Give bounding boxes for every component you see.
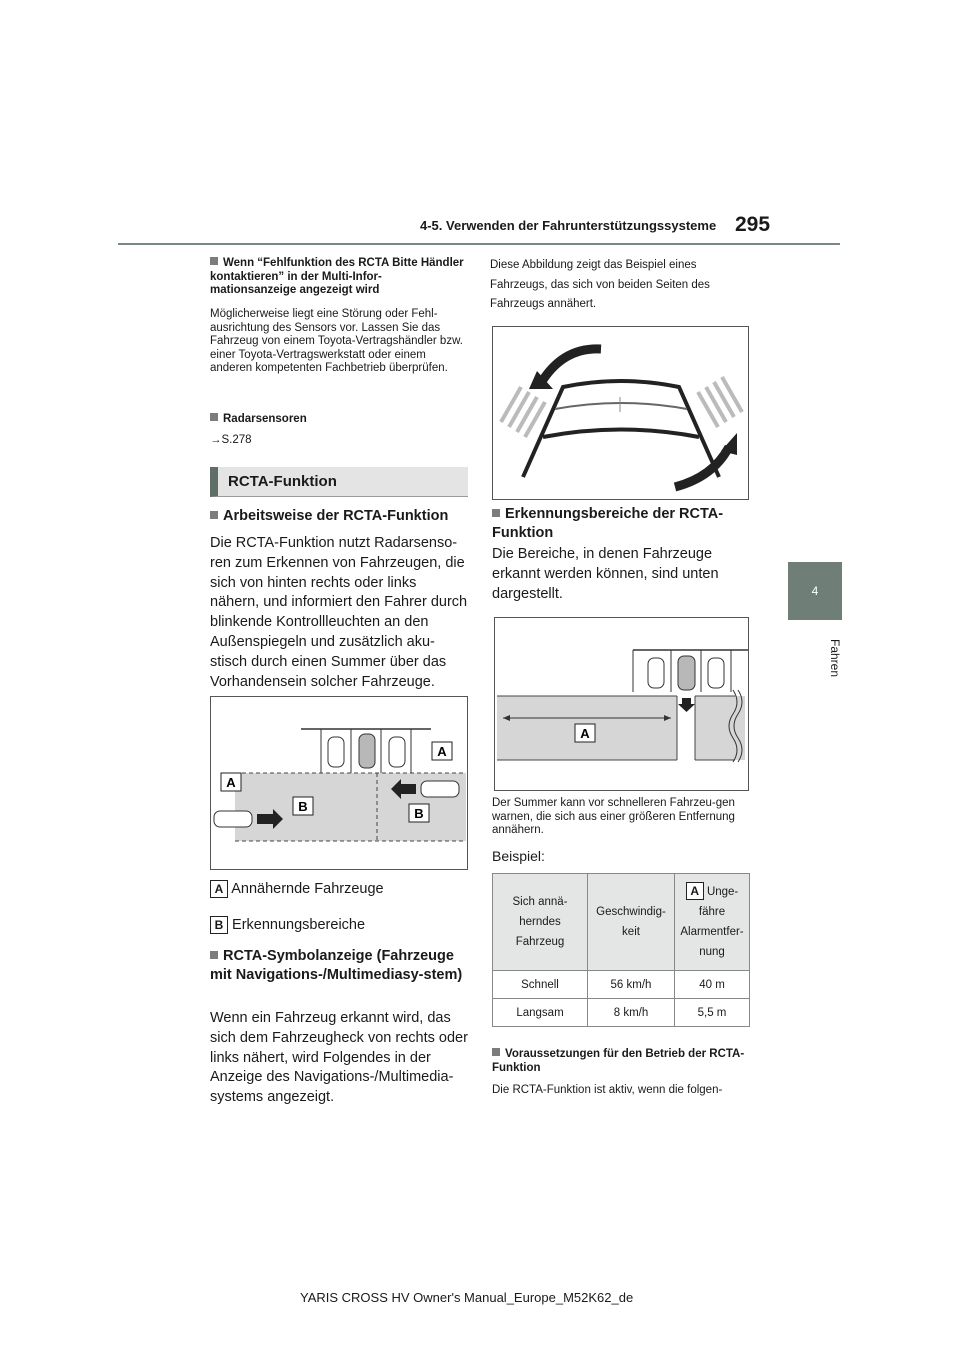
conditions-heading: Voraussetzungen für den Betrieb der RCTA-Funktion <box>492 1048 745 1074</box>
malfunction-heading: Wenn “Fehlfunktion des RCTA Bitte Händler kontaktieren” in der Multi-Infor-mationsanzeige angezeigt wird <box>210 257 464 296</box>
legend-text-b: Erkennungsbereiche <box>232 917 366 933</box>
label-b-left: B <box>298 799 308 814</box>
guide-line <box>555 403 687 409</box>
table-cell: 5,5 m <box>675 999 750 1027</box>
symbol-text: Wenn ein Fahrzeug erkannt wird, das sich dem Fahrzeugheck von rechts oder links nähert, wird Folgendes in der Anzeige des Navigations-/Multimedia-systems angezeigt. <box>210 1010 468 1106</box>
legend-key-a: A <box>210 880 228 898</box>
table-cell: Schnell <box>493 971 588 999</box>
label-b-right: B <box>414 806 424 821</box>
square-bullet-icon <box>210 257 218 265</box>
rcta-display-diagram <box>493 327 748 499</box>
table-cell: 56 km/h <box>588 971 675 999</box>
approaching-car-left <box>214 811 252 827</box>
parking-illustration <box>210 696 468 870</box>
square-bullet-icon <box>210 511 218 519</box>
section-header: 4-5. Verwenden der Fahrunterstützungssysteme <box>420 218 717 233</box>
malfunction-text: Möglicherweise liegt eine Störung oder Fehl-ausrichtung des Sensors vor. Lassen Sie das Fahrzeug von einem Toyota-Vertragshändler bzw. einer Toyota-Vertragswerkstatt oder einem anderen kompetenten Fachbetrieb überprüfen. <box>210 308 463 374</box>
detection-areas-illustration <box>494 617 749 791</box>
table-cell: Langsam <box>493 999 588 1027</box>
page-number: 295 <box>735 213 771 236</box>
rcta-display-illustration <box>492 326 749 500</box>
areas-text: Die Bereiche, in denen Fahrzeuge erkannt werden können, sind unten dargestellt. <box>492 546 719 602</box>
legend-text-a: Annähernde Fahrzeuge <box>231 881 384 897</box>
header-rule <box>118 243 840 245</box>
detection-areas-diagram <box>495 618 748 790</box>
alarm-distance-table <box>492 873 750 1027</box>
operation-text: Die RCTA-Funktion nutzt Radarsenso-ren zum Erkennen von Fahrzeugen, die sich von hinten rechts oder links nähern, und informiert den Fahrer durch blinkende Kontrollleuchten an den Außenspiegeln und zusätzlich aku-stisch durch einen Summer über das Vorhandensein solcher Fahrzeuge. <box>210 535 468 690</box>
square-bullet-icon <box>210 413 218 421</box>
square-bullet-icon <box>492 509 500 517</box>
table-row <box>493 999 750 1027</box>
parked-car <box>708 658 724 688</box>
parked-car <box>328 737 344 767</box>
radar-reference: →S.278 <box>210 434 252 446</box>
own-car <box>678 656 695 690</box>
parked-car <box>389 737 405 767</box>
header-speed: Geschwindig-keit <box>588 874 675 971</box>
own-car <box>359 734 375 768</box>
parking-diagram <box>211 697 467 869</box>
square-bullet-icon <box>210 951 218 959</box>
arrow-down-icon <box>678 698 695 712</box>
parked-car <box>648 658 664 688</box>
illustration-caption: Diese Abbildung zeigt das Beispiel eines Fahrzeugs, das sich von beiden Seiten des Fahrzeugs annähert. <box>490 259 710 310</box>
label-a-right: A <box>437 744 447 759</box>
radar-heading: Radarsensoren <box>210 413 468 427</box>
header-vehicle: Sich annä-herndes Fahrzeug <box>493 874 588 971</box>
table-cell: 8 km/h <box>588 999 675 1027</box>
right-warning-stripes <box>698 377 742 427</box>
section-title: RCTA-Funktion <box>228 473 337 490</box>
footer-manual-id: YARIS CROSS HV Owner's Manual_Europe_M52K62_de <box>300 1290 634 1305</box>
legend-item-a <box>210 880 468 900</box>
header-key-a: A <box>686 882 704 900</box>
approaching-car-right <box>421 781 459 797</box>
label-a-left: A <box>226 775 236 790</box>
buzzer-note: Der Summer kann vor schnelleren Fahrzeu-gen warnen, die sich aus einer größeren Entfernung annähern. <box>492 797 735 836</box>
curved-arrow-left-icon <box>541 349 601 383</box>
legend-key-b: B <box>210 916 228 934</box>
square-bullet-icon <box>492 1048 500 1056</box>
label-a: A <box>580 726 590 741</box>
operation-heading: Arbeitsweise der RCTA-Funktion <box>210 507 468 526</box>
chapter-tab: 4 <box>788 562 842 620</box>
header-distance: A Unge- fähre Alarmentfer-nung <box>675 874 750 971</box>
section-title-box <box>210 467 468 497</box>
arrow-right-icon: → <box>210 434 222 446</box>
areas-heading: Erkennungsbereiche der RCTA-Funktion <box>492 506 724 541</box>
legend-item-b <box>210 916 468 936</box>
conditions-text: Die RCTA-Funktion ist aktiv, wenn die folgen- <box>492 1084 723 1096</box>
curved-arrow-right-icon <box>675 447 729 487</box>
table-cell: 40 m <box>675 971 750 999</box>
guide-line <box>543 430 699 438</box>
symbol-heading: RCTA-Symbolanzeige (Fahrzeuge mit Navigations-/Multimediasy-stem) <box>210 948 463 983</box>
chapter-label: Fahren <box>828 638 842 678</box>
left-warning-stripes <box>501 387 545 437</box>
example-label: Beispiel: <box>492 848 545 864</box>
table-row <box>493 971 750 999</box>
